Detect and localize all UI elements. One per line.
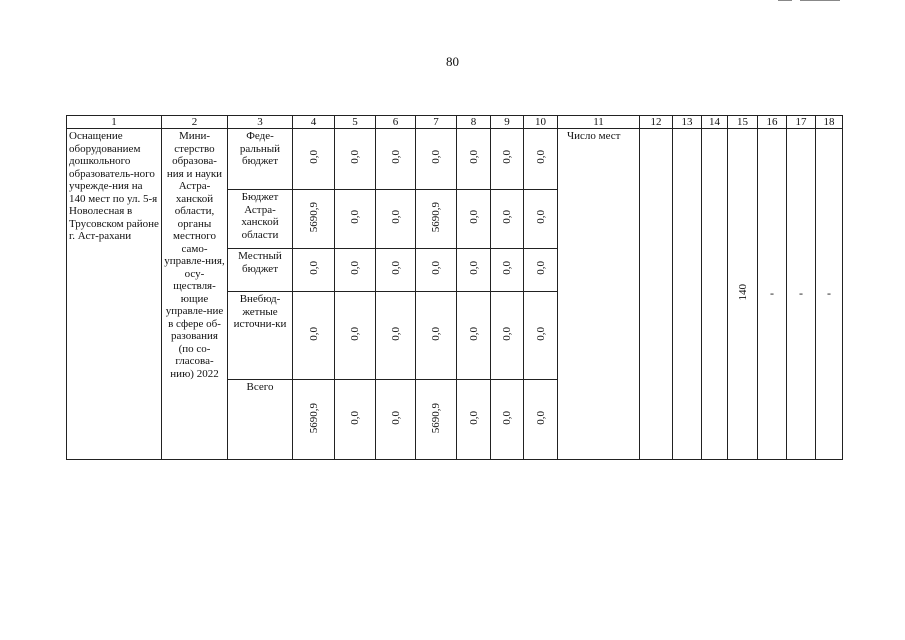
col16-value: - bbox=[770, 286, 774, 301]
col-header: 11 bbox=[558, 116, 640, 129]
value-cell bbox=[293, 129, 335, 190]
col-header: 13 bbox=[673, 116, 702, 129]
value-cell bbox=[491, 129, 524, 190]
empty-cell bbox=[640, 129, 673, 460]
value-cell bbox=[376, 129, 416, 190]
value-text: 0,0 bbox=[349, 261, 361, 276]
col-header: 10 bbox=[524, 116, 558, 129]
col-header: 3 bbox=[228, 116, 293, 129]
value-text: 0,0 bbox=[501, 210, 513, 225]
value-cell bbox=[376, 249, 416, 292]
col18-value: - bbox=[827, 286, 831, 301]
value-cell bbox=[524, 292, 558, 380]
value-cell bbox=[376, 292, 416, 380]
value-text: 0,0 bbox=[307, 150, 320, 165]
source-label: Внебюд-жетные источни-ки bbox=[233, 293, 287, 330]
value-text: 0,0 bbox=[349, 326, 361, 341]
executor-text: Мини-стерство образова-ния и науки Астра-ханской области, органы местного само-управле-ния, осу-ществля-ющие управле-ние в сфере об-разования (по со-гласова-нию) 2022 bbox=[164, 130, 225, 380]
value-cell bbox=[416, 190, 457, 249]
col-header: 8 bbox=[457, 116, 491, 129]
value-text: 0,0 bbox=[501, 410, 513, 425]
value-cell bbox=[416, 380, 457, 460]
source-cell bbox=[228, 129, 293, 190]
col-header: 16 bbox=[758, 116, 787, 129]
value-cell bbox=[491, 292, 524, 380]
value-text: 0,0 bbox=[430, 150, 442, 165]
value-text: 0,0 bbox=[534, 210, 547, 225]
col18-cell bbox=[816, 129, 843, 460]
value-text: 0,0 bbox=[430, 261, 442, 276]
value-text: 0,0 bbox=[307, 261, 320, 276]
event-cell bbox=[67, 129, 162, 460]
col-header: 1 bbox=[67, 116, 162, 129]
value-text: 0,0 bbox=[349, 210, 361, 225]
source-label: Местный бюджет bbox=[238, 250, 282, 275]
value-text: 0,0 bbox=[467, 326, 480, 341]
value-text: 0,0 bbox=[430, 326, 442, 341]
value-text: 0,0 bbox=[349, 410, 361, 425]
value-text: 0,0 bbox=[534, 326, 547, 341]
col-header: 17 bbox=[787, 116, 816, 129]
value-text: 0,0 bbox=[467, 210, 480, 225]
value-cell bbox=[416, 129, 457, 190]
value-text: 0,0 bbox=[389, 410, 402, 425]
executor-cell bbox=[162, 129, 228, 460]
value-cell bbox=[457, 380, 491, 460]
value-cell bbox=[293, 190, 335, 249]
value-cell bbox=[335, 190, 376, 249]
value-text: 0,0 bbox=[501, 326, 513, 341]
value-text: 0,0 bbox=[467, 150, 480, 165]
col-header: 5 bbox=[335, 116, 376, 129]
value-text: 0,0 bbox=[389, 150, 402, 165]
value-cell bbox=[491, 190, 524, 249]
value-cell bbox=[416, 292, 457, 380]
value-cell bbox=[457, 292, 491, 380]
col-header: 18 bbox=[816, 116, 843, 129]
col17-value: - bbox=[799, 286, 803, 301]
col17-cell bbox=[787, 129, 816, 460]
value-cell bbox=[335, 129, 376, 190]
program-table bbox=[66, 115, 843, 460]
value-cell bbox=[335, 380, 376, 460]
funding-row bbox=[67, 129, 843, 190]
value-text: 0,0 bbox=[389, 326, 402, 341]
value-text: 0,0 bbox=[501, 261, 513, 276]
value-cell bbox=[293, 249, 335, 292]
value-text: 0,0 bbox=[389, 261, 402, 276]
value-text: 0,0 bbox=[349, 150, 361, 165]
col-header: 12 bbox=[640, 116, 673, 129]
top-edge-line bbox=[800, 0, 840, 1]
col-header: 9 bbox=[491, 116, 524, 129]
value-text: 0,0 bbox=[534, 261, 547, 276]
value-text: 0,0 bbox=[389, 210, 402, 225]
col-header: 15 bbox=[728, 116, 758, 129]
top-edge-line bbox=[778, 0, 792, 1]
col-header: 2 bbox=[162, 116, 228, 129]
value-cell bbox=[524, 129, 558, 190]
empty-cell bbox=[702, 129, 728, 460]
value-cell bbox=[457, 129, 491, 190]
col-header: 7 bbox=[416, 116, 457, 129]
source-cell bbox=[228, 190, 293, 249]
source-label: Всего bbox=[246, 381, 274, 393]
page-number: 80 bbox=[446, 54, 459, 69]
value-text: 0,0 bbox=[307, 326, 320, 341]
value-text: 0,0 bbox=[467, 410, 480, 425]
col16-cell bbox=[758, 129, 787, 460]
empty-cell bbox=[673, 129, 702, 460]
col-header: 6 bbox=[376, 116, 416, 129]
col15-value: 140 bbox=[736, 284, 749, 301]
value-text: 0,0 bbox=[534, 410, 547, 425]
value-text: 5690,9 bbox=[430, 202, 442, 233]
source-cell bbox=[228, 249, 293, 292]
value-cell bbox=[293, 380, 335, 460]
value-cell bbox=[491, 249, 524, 292]
source-cell bbox=[228, 292, 293, 380]
value-cell bbox=[491, 380, 524, 460]
value-cell bbox=[457, 249, 491, 292]
value-text: 0,0 bbox=[534, 150, 547, 165]
col-header: 4 bbox=[293, 116, 335, 129]
value-text: 5690,9 bbox=[307, 202, 320, 233]
event-text: Оснащение оборудованием дошкольного образователь-ного учрежде-ния на 140 мест по ул. 5-я Новолесная в Трусовском районе г. Аст-рахани bbox=[69, 130, 159, 242]
value-text: 5690,9 bbox=[430, 402, 442, 433]
value-cell bbox=[524, 249, 558, 292]
value-cell bbox=[335, 292, 376, 380]
indicator-text: Число мест bbox=[567, 130, 621, 142]
value-cell bbox=[524, 190, 558, 249]
value-cell bbox=[457, 190, 491, 249]
source-label: Феде-ральный бюджет bbox=[239, 130, 281, 167]
value-cell bbox=[376, 190, 416, 249]
source-label: Бюджет Астра-ханской области bbox=[241, 191, 279, 241]
value-text: 0,0 bbox=[501, 150, 513, 165]
value-cell bbox=[335, 249, 376, 292]
col15-cell bbox=[728, 129, 758, 460]
header-row bbox=[67, 116, 843, 129]
value-cell bbox=[293, 292, 335, 380]
value-cell bbox=[376, 380, 416, 460]
source-cell bbox=[228, 380, 293, 460]
value-cell bbox=[416, 249, 457, 292]
col-header: 14 bbox=[702, 116, 728, 129]
indicator-cell bbox=[558, 129, 640, 460]
value-text: 0,0 bbox=[467, 261, 480, 276]
value-cell bbox=[524, 380, 558, 460]
value-text: 5690,9 bbox=[307, 402, 320, 433]
